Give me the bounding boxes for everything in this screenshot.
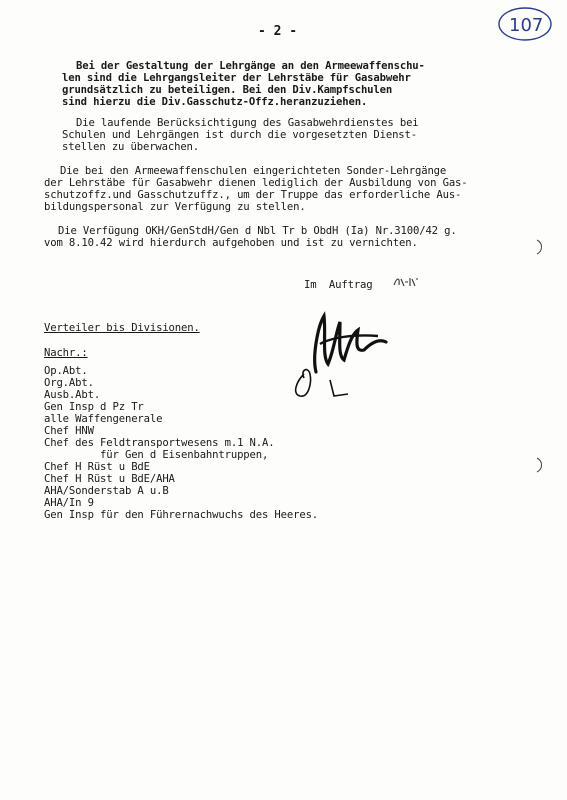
recipient-item: AHA/Sonderstab A u.B — [44, 485, 169, 497]
recipient-item: Gen Insp für den Führernachwuchs des Heeres. — [44, 509, 319, 521]
im-auftrag: Im Auftrag — [304, 279, 373, 291]
punch-hole-mark — [535, 456, 545, 474]
verteiler-heading: Verteiler bis Divisionen. — [44, 322, 200, 334]
recipient-item: alle Waffengenerale — [44, 413, 163, 425]
para3-line-4: bildungspersonal zur Verfügung zu stellen. — [44, 201, 306, 213]
nachr-heading: Nachr.: — [44, 347, 88, 359]
recipient-item: Org.Abt. — [44, 377, 94, 389]
svg-text:107: 107 — [509, 15, 544, 36]
recipient-item: für Gen d Eisenbahntruppen, — [44, 449, 269, 461]
page-number: - 2 - — [258, 24, 298, 39]
recipient-item: Ausb.Abt. — [44, 389, 101, 401]
para2-line-3: stellen zu überwachen. — [62, 141, 200, 153]
para3-line-1: Die bei den Armeewaffenschulen eingerichteten Sonder-Lehrgänge — [60, 165, 447, 177]
para1-line-4: sind hierzu die Div.Gasschutz-Offz.heranzuziehen. — [62, 96, 368, 108]
para3-line-2: der Lehrstäbe für Gasabwehr dienen lediglich der Ausbildung von Gas- — [44, 177, 468, 189]
handwritten-signature — [282, 304, 392, 404]
recipient-item: AHA/In 9 — [44, 497, 94, 509]
para4-line-1: Die Verfügung OKH/GenStdH/Gen d Nbl Tr b ObdH (Ia) Nr.3100/42 g. — [58, 225, 457, 237]
para2-line-2: Schulen und Lehrgängen ist durch die vorgesetzten Dienst- — [62, 129, 417, 141]
para1-line-3: grundsätzlich zu beteiligen. Bei den Div.Kampfschulen — [62, 84, 393, 96]
para3-line-3: schutzoffz.und Gasschutzuffz., um der Truppe das erforderliche Aus- — [44, 189, 462, 201]
handwritten-initial-date — [392, 275, 422, 289]
para2-line-1: Die laufende Berücksichtigung des Gasabwehrdienstes bei — [76, 117, 419, 129]
recipient-item: Op.Abt. — [44, 365, 88, 377]
recipient-item: Gen Insp d Pz Tr — [44, 401, 144, 413]
para1-line-1: Bei der Gestaltung der Lehrgänge an den Armeewaffenschu- — [76, 60, 425, 72]
recipient-item: Chef H Rüst u BdE — [44, 461, 150, 473]
recipient-item: Chef H Rüst u BdE/AHA — [44, 473, 175, 485]
para4-line-2: vom 8.10.42 wird hierdurch aufgehoben und ist zu vernichten. — [44, 237, 418, 249]
folio-stamp-handwritten — [496, 4, 554, 44]
para1-line-2: len sind die Lehrgangsleiter der Lehrstäbe für Gasabwehr — [62, 72, 411, 84]
recipient-item: Chef des Feldtransportwesens m.1 N.A. — [44, 437, 275, 449]
recipient-item: Chef HNW — [44, 425, 94, 437]
punch-hole-mark — [535, 238, 545, 256]
